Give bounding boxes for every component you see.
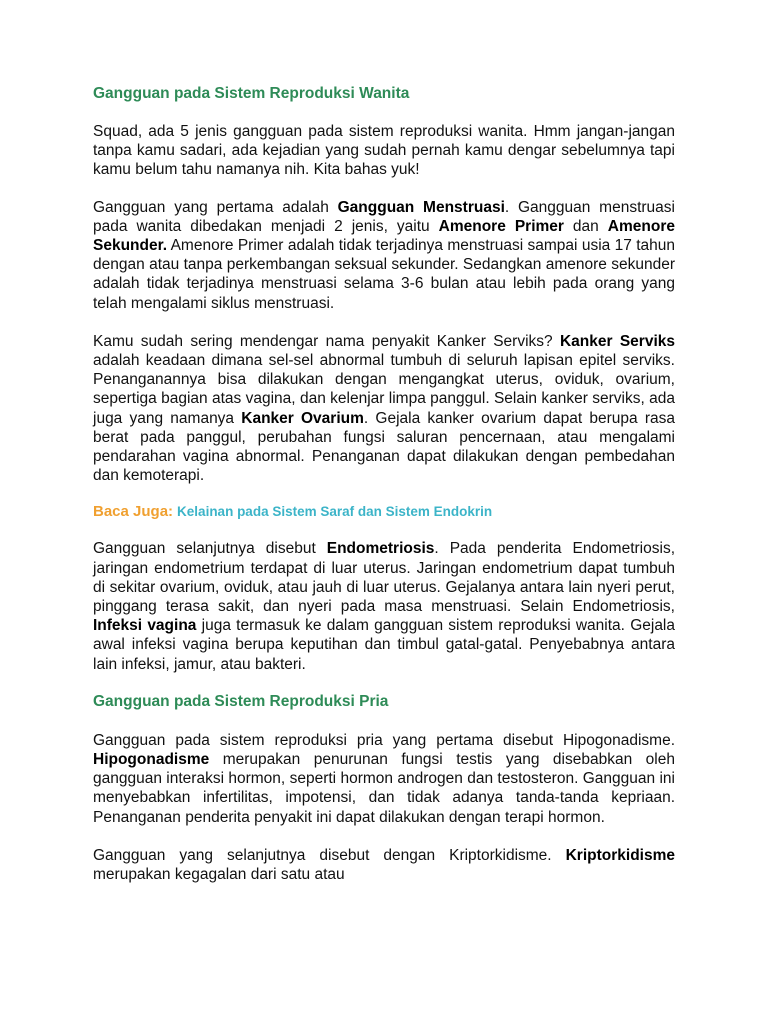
kriptorkidisme-paragraph: Gangguan yang selanjutnya disebut dengan Kriptorkidisme. Kriptorkidisme merupakan kegagalan dari satu atau <box>93 846 675 884</box>
menstruasi-paragraph: Gangguan yang pertama adalah Gangguan Menstruasi. Gangguan menstruasi pada wanita dibedakan menjadi 2 jenis, yaitu Amenore Primer dan Amenore Sekunder. Amenore Primer adalah tidak terjadinya menstruasi sampai usia 17 tahun dengan atau tanpa perkembangan seksual sekunder. Sedangkan amenore sekunder adalah tidak terjadinya menstruasi selama 3-6 bulan atau lebih pada orang yang telah mengalami siklus menstruasi. <box>93 198 675 312</box>
document-page <box>93 84 675 884</box>
kanker-paragraph: Kamu sudah sering mendengar nama penyakit Kanker Serviks? Kanker Serviks adalah keadaan dimana sel-sel abnormal tumbuh di seluruh lapisan epitel serviks. Penanganannya bisa dilakukan dengan mengangkat uterus, oviduk, ovarium, sepertiga bagian atas vagina, dan kelenjar limpa panggul. Selain kanker serviks, ada juga yang namanya Kanker Ovarium. Gejala kanker ovarium dapat berupa rasa berat pada panggul, perubahan fungsi saluran pencernaan, atau mengalami pendarahan vagina abnormal. Penanganan dapat dilakukan dengan pembedahan dan kemoterapi. <box>93 332 675 485</box>
hipogonadisme-paragraph: Gangguan pada sistem reproduksi pria yang pertama disebut Hipogonadisme. Hipogonadisme merupakan penurunan fungsi testis yang disebabkan oleh gangguan interaksi hormon, seperti hormon androgen dan testosteron. Gangguan ini menyebabkan infertilitas, impotensi, dan tidak adanya tanda-tanda kepriaan. Penanganan penderita penyakit ini dapat dilakukan dengan terapi hormon. <box>93 731 675 826</box>
heading-female-disorders: Gangguan pada Sistem Reproduksi Wanita <box>93 85 410 102</box>
baca-juga-link[interactable]: Kelainan pada Sistem Saraf dan Sistem Endokrin <box>177 504 493 520</box>
baca-juga <box>93 502 675 522</box>
baca-juga-label: Baca Juga: <box>93 503 174 521</box>
heading-male-disorders: Gangguan pada Sistem Reproduksi Pria <box>93 692 389 710</box>
endometriosis-paragraph: Gangguan selanjutnya disebut Endometriosis. Pada penderita Endometriosis, jaringan endometrium terdapat di luar uterus. Jaringan endometrium dapat tumbuh di sekitar ovarium, oviduk, atau jauh di luar uterus. Gejalanya antara lain nyeri perut, pinggang terasa sakit, dan nyeri pada masa menstruasi. Selain Endometriosis, Infeksi vagina juga termasuk ke dalam gangguan sistem reproduksi wanita. Gejala awal infeksi vagina berupa keputihan dan timbul gatal-gatal. Penyebabnya antara lain infeksi, jamur, atau bakteri. <box>93 540 675 673</box>
intro-paragraph: Squad, ada 5 jenis gangguan pada sistem reproduksi wanita. Hmm jangan-jangan tanpa kamu sadari, ada kejadian yang sudah pernah kamu dengar sebelumnya tapi kamu belum tahu namanya nih. Kita bahas yuk! <box>93 123 675 179</box>
